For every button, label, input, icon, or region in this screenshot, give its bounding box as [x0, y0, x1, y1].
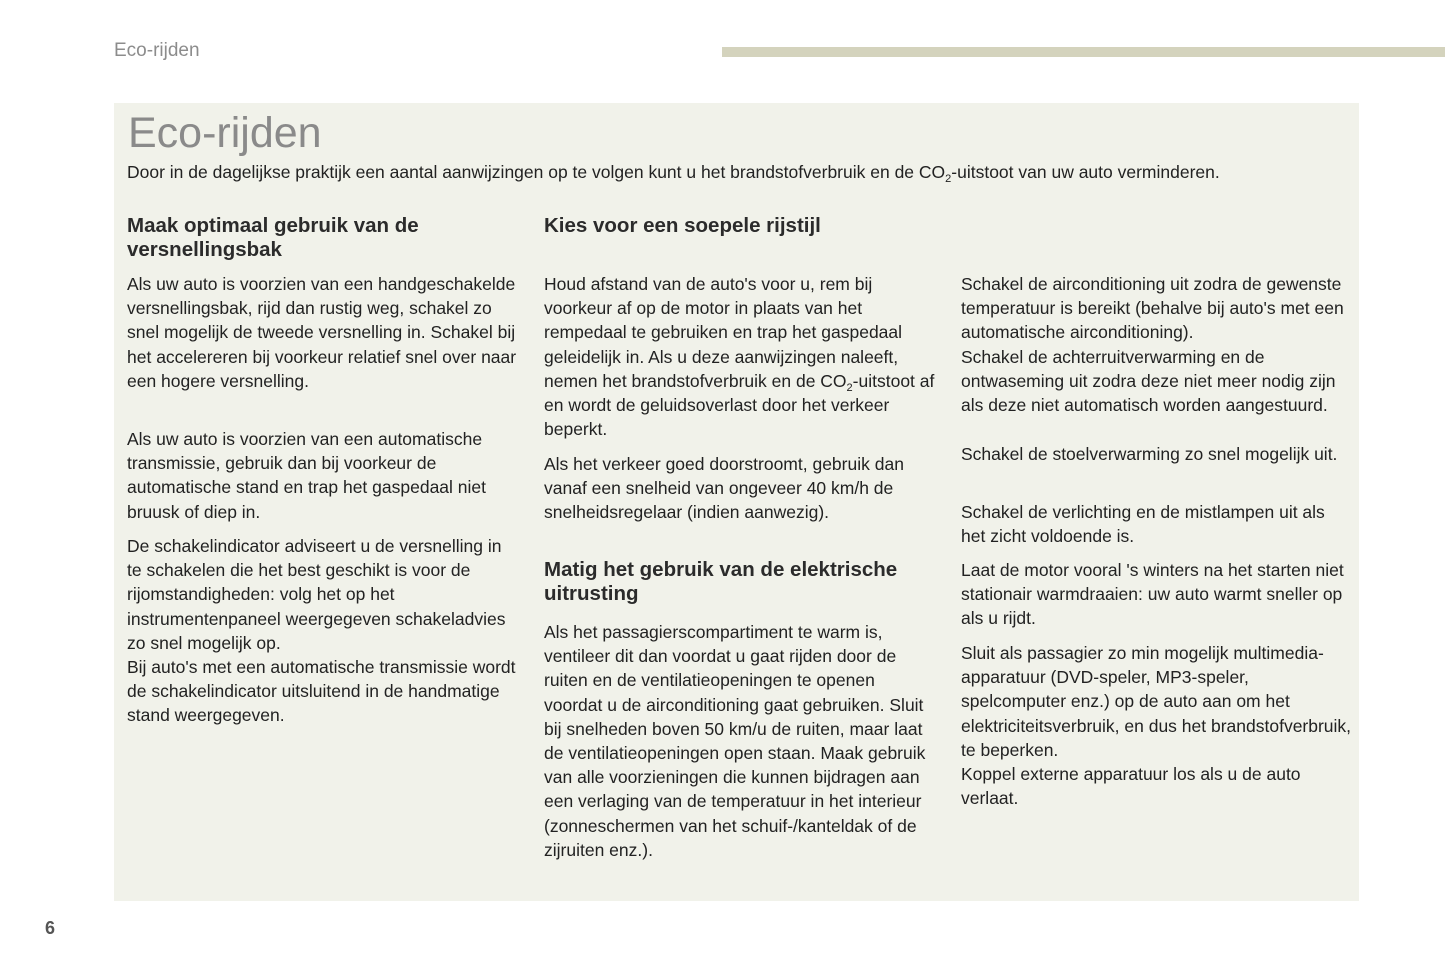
keep-distance-subscript: 2: [846, 381, 853, 394]
paragraph-external-devices: Koppel externe apparatuur los als u de auto verlaat.: [961, 764, 1301, 809]
page-number: 6: [45, 918, 56, 938]
paragraph-shift-indicator: De schakelindicator adviseert u de versnelling in te schakelen die het best geschikt is voor de rijomstandigheden: volg het op het instrumentenpaneel weergegeven schakeladvies zo snel mogelijk op.: [127, 536, 506, 653]
intro-text-start: Door in de dagelijkse praktijk een aantal aanwijzingen op te volgen kunt u het brandstofverbruik en de CO: [127, 162, 946, 182]
paragraph-lighting: Schakel de verlichting en de mistlampen uit als het zicht voldoende is.: [961, 502, 1325, 547]
paragraph-keep-distance: [544, 272, 936, 441]
paragraph-shift-indicator-automatic: Bij auto's met een automatische transmissie wordt de schakelindicator uitsluitend in de handmatige stand weergegeven.: [127, 657, 516, 726]
intro-text-end: -uitstoot van uw auto verminderen.: [951, 162, 1220, 182]
header-decorative-bar: [722, 47, 1445, 57]
paragraph-engine-warmup: Laat de motor vooral 's winters na het starten niet stationair warmdraaien: uw auto warmt sneller op als u rijdt.: [961, 560, 1344, 629]
keep-distance-text-end: -uitstoot af en wordt de geluidsoverlast door het verkeer beperkt.: [544, 370, 935, 440]
keep-distance-text-start: Houd afstand van de auto's voor u, rem bij voorkeur af op de motor in plaats van het rempedaal te gebruiken en trap het gaspedaal geleidelijk in. Als u deze aanwijzingen naleeft, nemen het brandstofverbruik en de CO: [544, 274, 903, 391]
paragraph-rear-defrost: Schakel de achterruitverwarming en de ontwaseming uit zodra deze niet meer nodig zijn als deze niet automatisch worden aangestuurd.: [961, 347, 1336, 416]
paragraph-multimedia: Sluit als passagier zo min mogelijk multimedia-apparatuur (DVD-speler, MP3-speler, spelcomputer enz.) op de auto aan om het elektriciteitsverbruik, en dus het brandstofverbruik, te beperken.: [961, 643, 1352, 760]
heading-gearbox: Maak optimaal gebruik van de versnellingsbak: [127, 214, 419, 261]
eco-driving-panel: [114, 103, 1359, 901]
header-section-label: Eco-rijden: [114, 40, 200, 61]
paragraph-ventilation: Als het passagierscompartiment te warm is, ventileer dit dan voordat u gaat rijden door de ruiten en de ventilatieopeningen te openen voordat u de airconditioning gaat gebruiken. Sluit bij snelheden boven 50 km/u de ruiten, maar laat de ventilatieopeningen open staan. Maak gebruik van alle voorzieningen die kunnen bijdragen aan een verlaging van de temperatuur in het interieur (zonneschermen van het schuif-/kanteldak of de zijruiten enz.).: [544, 622, 926, 860]
heading-electrical-equipment: Matig het gebruik van de elektrische uitrusting: [544, 558, 898, 605]
intro-subscript: 2: [945, 173, 952, 185]
heading-smooth-driving: Kies voor een soepele rijstijl: [544, 214, 821, 237]
page-title: Eco-rijden: [128, 109, 322, 157]
paragraph-automatic-transmission: Als uw auto is voorzien van een automatische transmissie, gebruik dan bij voorkeur de automatische stand en trap het gaspedaal niet bruusk of diep in.: [127, 429, 486, 522]
paragraph-seat-heating: Schakel de stoelverwarming zo snel mogelijk uit.: [961, 444, 1338, 464]
paragraph-cruise-control: Als het verkeer goed doorstroomt, gebruik dan vanaf een snelheid van ongeveer 40 km/h de snelheidsregelaar (indien aanwezig).: [544, 454, 904, 523]
paragraph-manual-gearbox: Als uw auto is voorzien van een handgeschakelde versnellingsbak, rijd dan rustig weg, schakel zo snel mogelijk de tweede versnelling in. Schakel bij het accelereren bij voorkeur relatief snel over naar een hogere versnelling.: [127, 274, 517, 391]
paragraph-airconditioning: Schakel de airconditioning uit zodra de gewenste temperatuur is bereikt (behalve bij auto's met een automatische airconditioning).: [961, 274, 1344, 343]
intro-text: [127, 160, 1337, 184]
